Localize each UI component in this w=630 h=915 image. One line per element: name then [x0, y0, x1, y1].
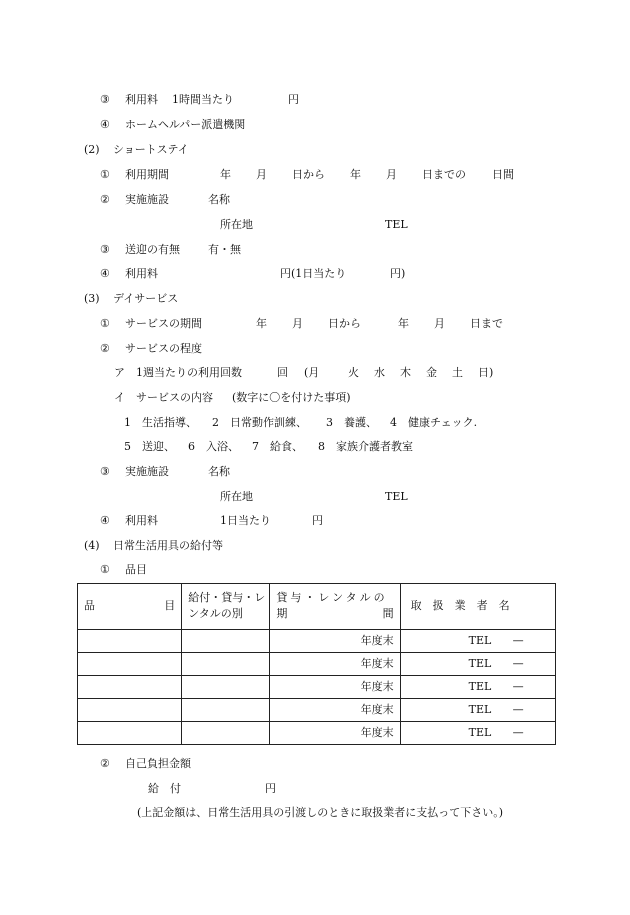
item-label: サービスの程度 [125, 342, 202, 355]
item-number: ④ [100, 267, 110, 280]
item-number: ① [100, 563, 110, 576]
header-vendor: 取 扱 業 者 名 [400, 584, 555, 630]
weekday-sat: 土 [452, 366, 463, 379]
until-day-text: 日まで [470, 317, 503, 330]
item-label: 送迎の有無 [125, 243, 180, 256]
section-title: デイサービス [113, 292, 179, 305]
cell-period[interactable]: 年度末 [270, 722, 400, 745]
weekday-tue: 火 [348, 366, 359, 379]
table-row [78, 699, 556, 722]
table-row [78, 630, 556, 653]
item-number: ③ [100, 93, 110, 106]
cell-vendor[interactable]: TEL — [400, 676, 555, 699]
header-type: 給付・貸与・レ ンタルの別 [182, 584, 270, 630]
item-number: ② [100, 193, 110, 206]
item-label: 自己負担金額 [125, 757, 191, 770]
cell-type[interactable] [182, 653, 270, 676]
item-number: ④ [100, 514, 110, 527]
item-number: ③ [100, 465, 110, 478]
equipment-table [77, 583, 556, 745]
item-label: サービスの期間 [125, 317, 202, 330]
yen-per-day-text: 円(1日当たり [280, 267, 347, 280]
service-option: 7 給食、 [252, 440, 303, 453]
item-number: ① [100, 168, 110, 181]
item-label: 利用料 [125, 514, 158, 527]
until-day-text: 日までの [422, 168, 466, 181]
section-number: (2) [84, 143, 100, 156]
weekday-mon: (月 [304, 366, 320, 379]
cell-vendor[interactable]: TEL — [400, 699, 555, 722]
item-number: ④ [100, 118, 110, 131]
yen-text: 円 [288, 93, 299, 106]
item-number: ② [100, 342, 110, 355]
section-title: 日常生活用具の給付等 [113, 539, 223, 552]
item-label: 実施施設 [125, 193, 169, 206]
service-option: 6 入浴、 [188, 440, 239, 453]
table-row [78, 676, 556, 699]
name-text: 名称 [208, 193, 230, 206]
cell-vendor[interactable]: TEL — [400, 630, 555, 653]
item-number: ① [100, 317, 110, 330]
weekday-thu: 木 [400, 366, 411, 379]
item-label: ホームヘルパー派遣機関 [125, 118, 246, 131]
cell-item[interactable] [78, 630, 182, 653]
weekday-sun: 日) [478, 366, 494, 379]
service-option: 1 生活指導、 [124, 416, 197, 429]
cell-type[interactable] [182, 722, 270, 745]
header-item: 品 目 [78, 584, 182, 630]
weekday-fri: 金 [426, 366, 437, 379]
cell-type[interactable] [182, 699, 270, 722]
tel-text: TEL [385, 490, 408, 503]
cell-period[interactable]: 年度末 [270, 653, 400, 676]
cell-vendor[interactable]: TEL — [400, 722, 555, 745]
cell-item[interactable] [78, 722, 182, 745]
item-label: 利用料 [125, 93, 158, 106]
benefit-text: 給 付 [148, 782, 181, 795]
from-day-text: 日から [328, 317, 361, 330]
item-label: 実施施設 [125, 465, 169, 478]
year-text: 年 [350, 168, 361, 181]
table-header-row [78, 584, 556, 630]
times-text: 回 [277, 366, 288, 379]
item-number: ② [100, 757, 110, 770]
cell-type[interactable] [182, 676, 270, 699]
sub-item-label: 1週当たりの利用回数 [136, 366, 242, 379]
year-text: 年 [220, 168, 231, 181]
header-period: 貸与・レンタルの 期 間 [270, 584, 400, 630]
year-text: 年 [398, 317, 409, 330]
section-number: (4) [84, 539, 100, 552]
section-number: (3) [84, 292, 100, 305]
sub-item-marker: イ [114, 391, 125, 404]
tel-text: TEL [385, 218, 408, 231]
cell-period[interactable]: 年度末 [270, 630, 400, 653]
name-text: 名称 [208, 465, 230, 478]
per-day-text: 1日当たり [220, 514, 271, 527]
sub-item-marker: ア [114, 366, 125, 379]
item-label: 利用期間 [125, 168, 169, 181]
from-day-text: 日から [292, 168, 325, 181]
service-option: 3 養護、 [326, 416, 377, 429]
sub-item-label: サービスの内容 [136, 391, 213, 404]
weekday-wed: 水 [374, 366, 385, 379]
service-option: 4 健康チェック. [390, 416, 478, 429]
yes-no-text: 有・無 [208, 243, 241, 256]
per-hour-text: 1時間当たり [172, 93, 234, 106]
payment-note: (上記金額は、日常生活用具の引渡しのときに取扱業者に支払って下さい。) [137, 806, 504, 819]
yen-close-text: 円) [390, 267, 406, 280]
item-label: 品目 [125, 563, 147, 576]
item-number: ③ [100, 243, 110, 256]
month-text: 月 [434, 317, 445, 330]
month-text: 月 [292, 317, 303, 330]
address-text: 所在地 [220, 218, 253, 231]
cell-item[interactable] [78, 653, 182, 676]
table-row [78, 722, 556, 745]
month-text: 月 [386, 168, 397, 181]
cell-item[interactable] [78, 676, 182, 699]
service-option: 2 日常動作訓練、 [212, 416, 307, 429]
service-option: 8 家族介護者教室 [318, 440, 413, 453]
days-text: 日間 [492, 168, 514, 181]
year-text: 年 [256, 317, 267, 330]
yen-text: 円 [265, 782, 276, 795]
table-row [78, 653, 556, 676]
cell-period[interactable]: 年度末 [270, 699, 400, 722]
cell-item[interactable] [78, 699, 182, 722]
cell-period[interactable]: 年度末 [270, 676, 400, 699]
section-title: ショートステイ [113, 143, 189, 156]
address-text: 所在地 [220, 490, 253, 503]
cell-vendor[interactable]: TEL — [400, 653, 555, 676]
yen-text: 円 [312, 514, 323, 527]
month-text: 月 [256, 168, 267, 181]
item-label: 利用料 [125, 267, 158, 280]
service-option: 5 送迎、 [124, 440, 175, 453]
content-note: (数字に〇を付けた事項) [232, 391, 351, 404]
cell-type[interactable] [182, 630, 270, 653]
